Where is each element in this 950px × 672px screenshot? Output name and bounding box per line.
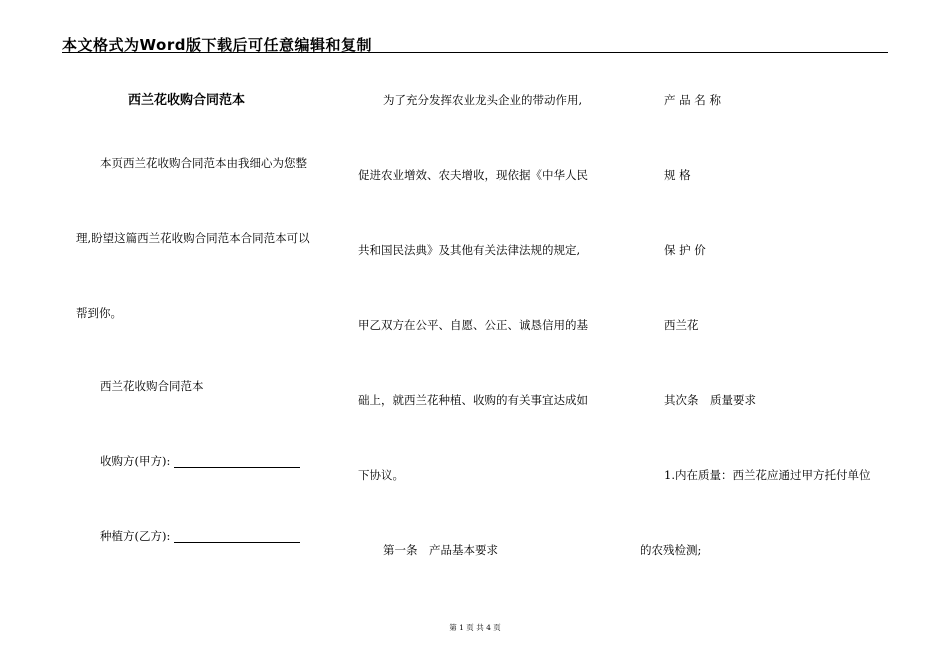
preamble-line-6: 下协议。 (358, 468, 404, 482)
article-2-heading: 其次条 质量要求 (664, 393, 756, 407)
intro-line-1: 本页西兰花收购合同范本由我细心为您整 (100, 156, 307, 170)
preamble-line-4: 甲乙双方在公平、自愿、公正、诚恳信用的基 (358, 318, 588, 332)
buyer-label: 收购方(甲方): (100, 454, 171, 468)
grower-blank-line (174, 530, 300, 543)
grower-label: 种植方(乙方): (100, 529, 171, 543)
buyer-line (100, 454, 300, 468)
buyer-blank-line (174, 455, 300, 468)
preamble-line-1: 为了充分发挥农业龙头企业的带动作用, (383, 93, 583, 107)
preamble-line-3: 共和国民法典》及其他有关法律法规的规定, (358, 243, 581, 257)
preamble-line-5: 础上，就西兰花种植、收购的有关事宜达成如 (358, 393, 588, 407)
page-number-footer: 第 1 页 共 4 页 (449, 623, 501, 632)
spec-label: 规 格 (664, 168, 691, 182)
protect-price-label: 保 护 价 (664, 243, 706, 257)
intro-line-3: 帮到你。 (76, 306, 122, 320)
intro-line-2: 理,盼望这篇西兰花收购合同范本合同范本可以 (76, 231, 310, 245)
grower-line (100, 529, 300, 543)
quality-line-2: 的农残检测; (640, 543, 702, 557)
preamble-line-2: 促进农业增效、农夫增收，现依据《中华人民 (358, 168, 588, 182)
quality-line-1: 1.内在质量：西兰花应通过甲方托付单位 (664, 468, 871, 482)
article-1-heading: 第一条 产品基本要求 (383, 543, 498, 557)
product-value: 西兰花 (664, 318, 699, 332)
document-title: 西兰花收购合同范本 (128, 93, 246, 108)
product-name-label: 产 品 名 称 (664, 93, 721, 107)
header-divider (62, 52, 888, 53)
document-header-title: 本文格式为Word版下载后可任意编辑和复制 (62, 36, 372, 54)
contract-subtitle: 西兰花收购合同范本 (100, 379, 204, 393)
